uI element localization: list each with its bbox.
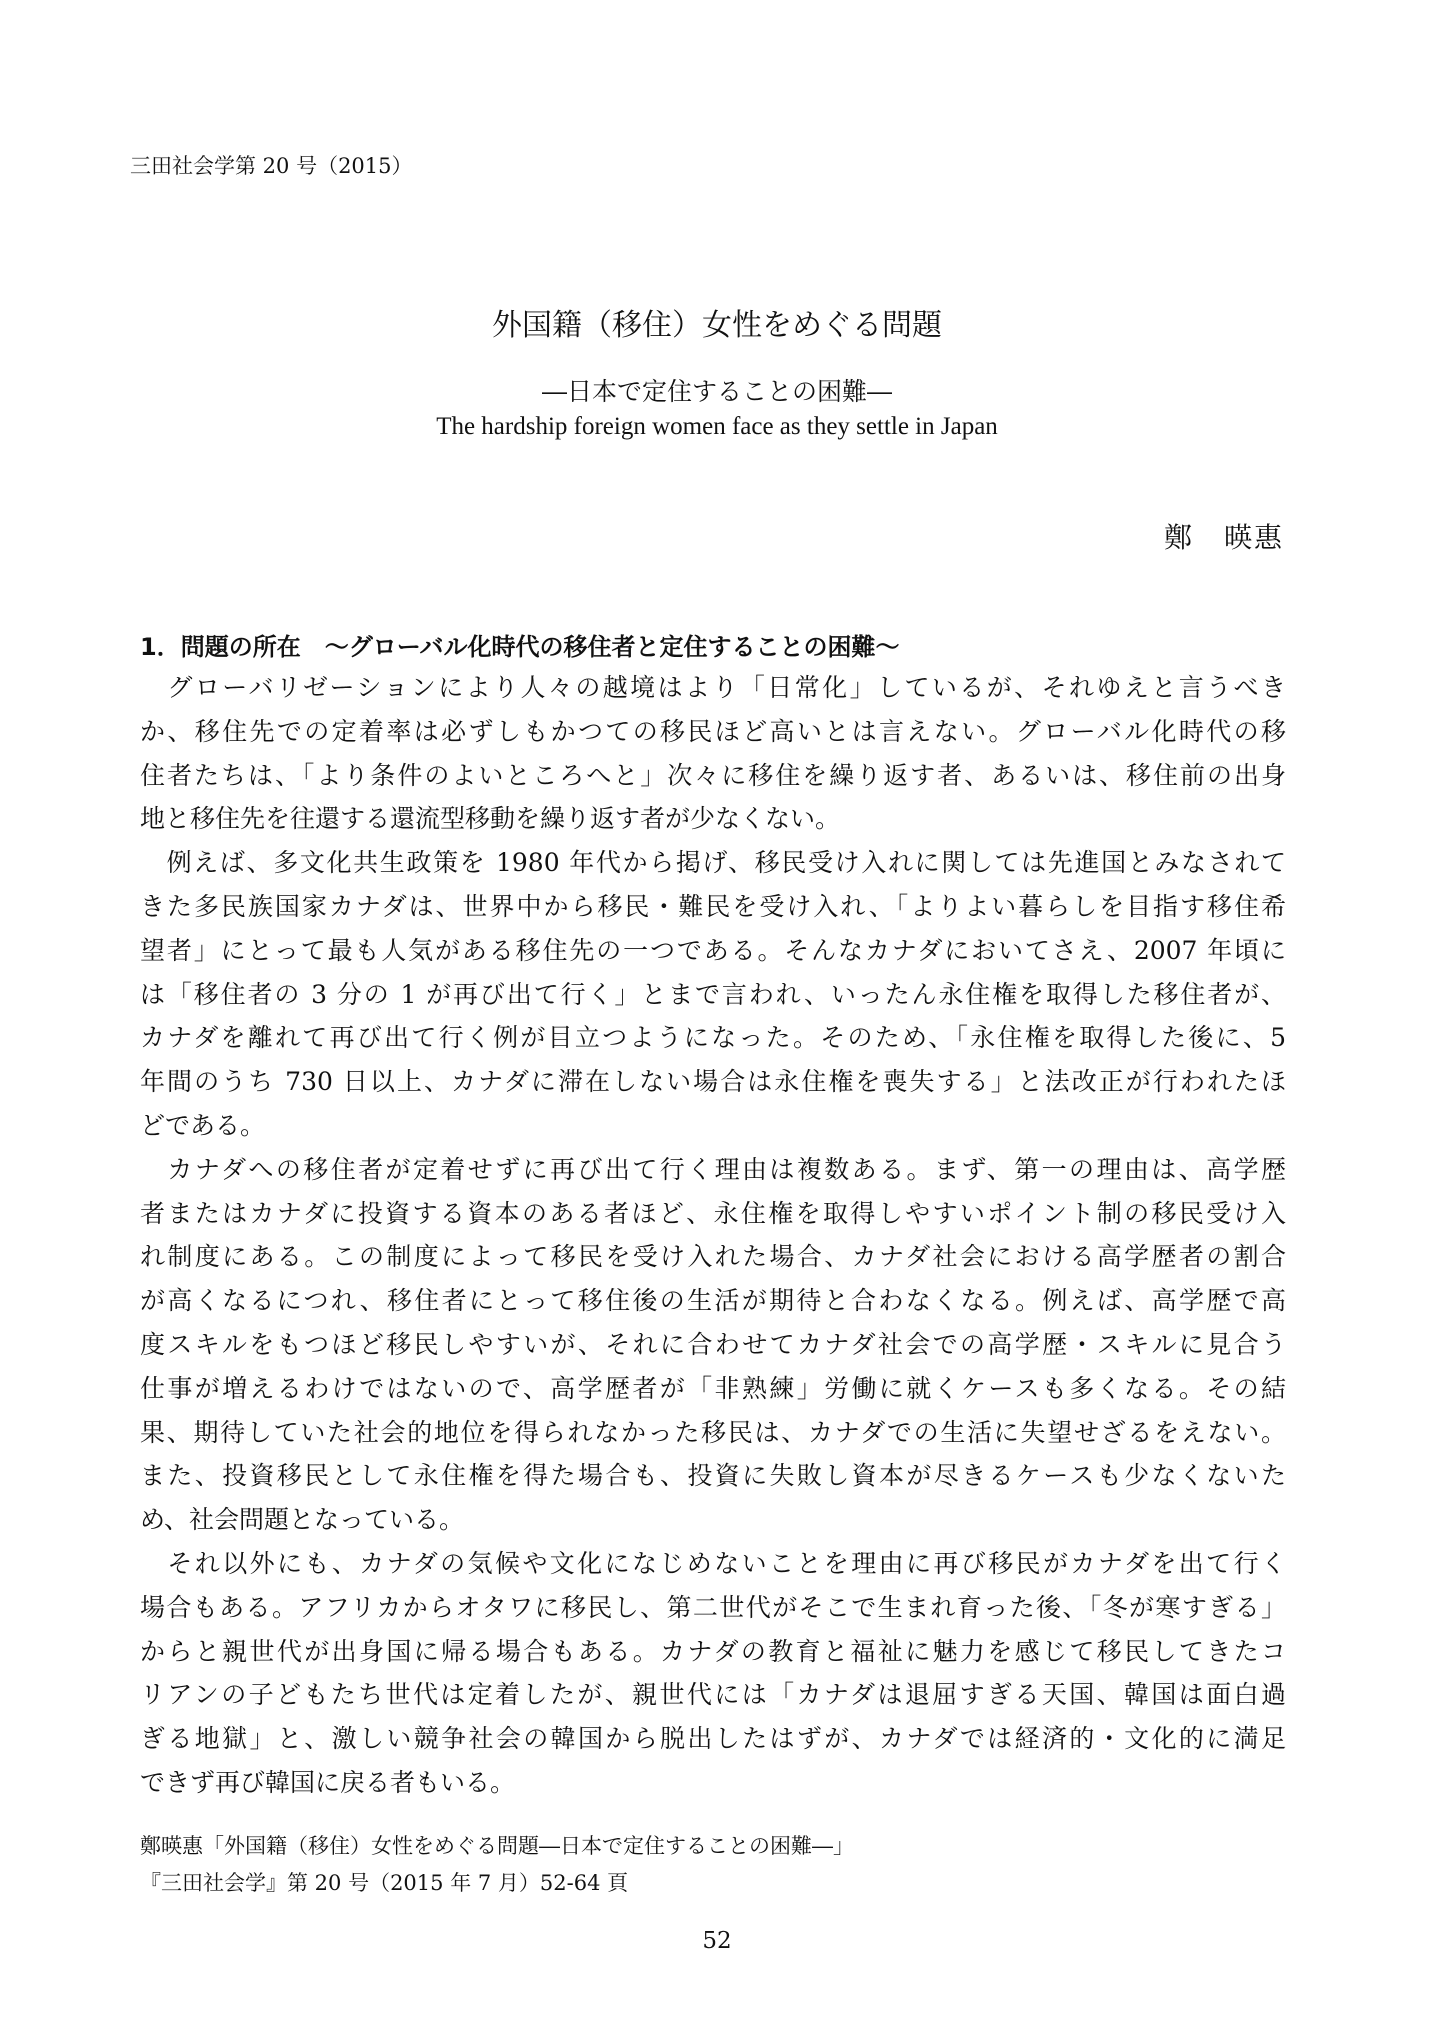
author: 鄭 暎惠 <box>1163 521 1284 554</box>
journal-header: 三田社会学第 20 号（2015） <box>130 154 413 178</box>
paragraph <box>140 666 1286 841</box>
citation-line-2: 『三田社会学』第 20 号（2015 年 7 月）52-64 頁 <box>140 1871 629 1895</box>
text-line: 地と移住先を往還する還流型移動を繰り返す者が少なくない。 <box>140 804 841 834</box>
text-line: 例えば、多文化共生政策を 1980 年代から掲げ、移民受け入れに関しては先進国とみなされて <box>140 848 1286 878</box>
paragraphs <box>140 666 1286 1805</box>
text-line: それ以外にも、カナダの気候や文化になじめないことを理由に再び移民がカナダを出て行く <box>140 1548 1286 1578</box>
text-line: め、社会問題となっている。 <box>140 1505 465 1535</box>
text-line: 果、期待していた社会的地位を得られなかった移民は、カナダでの生活に失望せざるをえない。 <box>140 1417 1286 1447</box>
text-line: できず再び韓国に戻る者もいる。 <box>140 1767 516 1797</box>
text-line: カナダを離れて再び出て行く例が目立つようになった。そのため、「永住権を取得した後に、5 <box>140 1023 1286 1053</box>
text-line: また、投資移民として永住権を得た場合も、投資に失敗し資本が尽きるケースも少なくないた <box>140 1461 1286 1491</box>
text-line: ぎる地獄」と、激しい競争社会の韓国から脱出したはずが、カナダでは経済的・文化的に満足 <box>140 1724 1286 1754</box>
section-heading: 1．問題の所在 ～グローバル化時代の移住者と定住することの困難～ <box>140 633 900 661</box>
paper-subtitle: ―日本で定住することの困難― <box>541 377 892 406</box>
text-line: からと親世代が出身国に帰る場合もある。カナダの教育と福祉に魅力を感じて移民してきたコ <box>140 1636 1286 1666</box>
page-number: 52 <box>702 1928 732 1954</box>
text-line: 度スキルをもつほど移民しやすいが、それに合わせてカナダ社会での高学歴・スキルに見合う <box>140 1329 1286 1359</box>
text-line: カナダへの移住者が定着せずに再び出て行く理由は複数ある。まず、第一の理由は、高学歴 <box>140 1154 1286 1184</box>
text-line: 仕事が増えるわけではないので、高学歴者が「非熟練」労働に就くケースも多くなる。その結 <box>140 1373 1286 1403</box>
text-line: は「移住者の 3 分の 1 が再び出て行く」とまで言われ、いったん永住権を取得した移住者が、 <box>140 979 1286 1009</box>
text-line: グローバリゼーションにより人々の越境はより「日常化」しているが、それゆえと言うべき <box>140 673 1286 702</box>
text-line: リアンの子どもたち世代は定着したが、親世代には「カナダは退屈すぎる天国、韓国は面白過 <box>140 1680 1286 1710</box>
text-line: 住者たちは、「より条件のよいところへと」次々に移住を繰り返す者、あるいは、移住前の出身 <box>140 760 1286 790</box>
citation-line-1: 鄭暎惠「外国籍（移住）女性をめぐる問題―日本で定住することの困難―」 <box>140 1834 854 1858</box>
citation <box>140 1828 854 1902</box>
english-title: The hardship foreign women face as they settle in Japan <box>436 413 998 440</box>
text-line: が高くなるにつれ、移住者にとって移住後の生活が期待と合わなくなる。例えば、高学歴で高 <box>140 1286 1286 1316</box>
text-line: 場合もある。アフリカからオタワに移民し、第二世代がそこで生まれ育った後、「冬が寒すぎる」 <box>140 1592 1286 1622</box>
paragraph <box>140 1148 1286 1542</box>
paragraph <box>140 841 1286 1148</box>
paragraph <box>140 1542 1286 1805</box>
paper-title: 外国籍（移住）女性をめぐる問題 <box>492 308 942 343</box>
text-line: どである。 <box>140 1110 266 1140</box>
text-line: か、移住先での定着率は必ずしもかつての移民ほど高いとは言えない。グローバル化時代の移 <box>140 716 1286 746</box>
text-line: きた多民族国家カナダは、世界中から移民・難民を受け入れ、「よりよい暮らしを目指す移住希 <box>140 891 1286 921</box>
body-text <box>140 628 1286 1805</box>
text-line: 望者」にとって最も人気がある移住先の一つである。そんなカナダにおいてさえ、2007 年頃に <box>140 935 1286 965</box>
text-line: 年間のうち 730 日以上、カナダに滞在しない場合は永住権を喪失する」と法改正が行われたほ <box>140 1067 1286 1097</box>
text-line: れ制度にある。この制度によって移民を受け入れた場合、カナダ社会における高学歴者の割合 <box>140 1242 1286 1272</box>
text-line: 者またはカナダに投資する資本のある者ほど、永住権を取得しやすいポイント制の移民受け入 <box>140 1198 1286 1228</box>
